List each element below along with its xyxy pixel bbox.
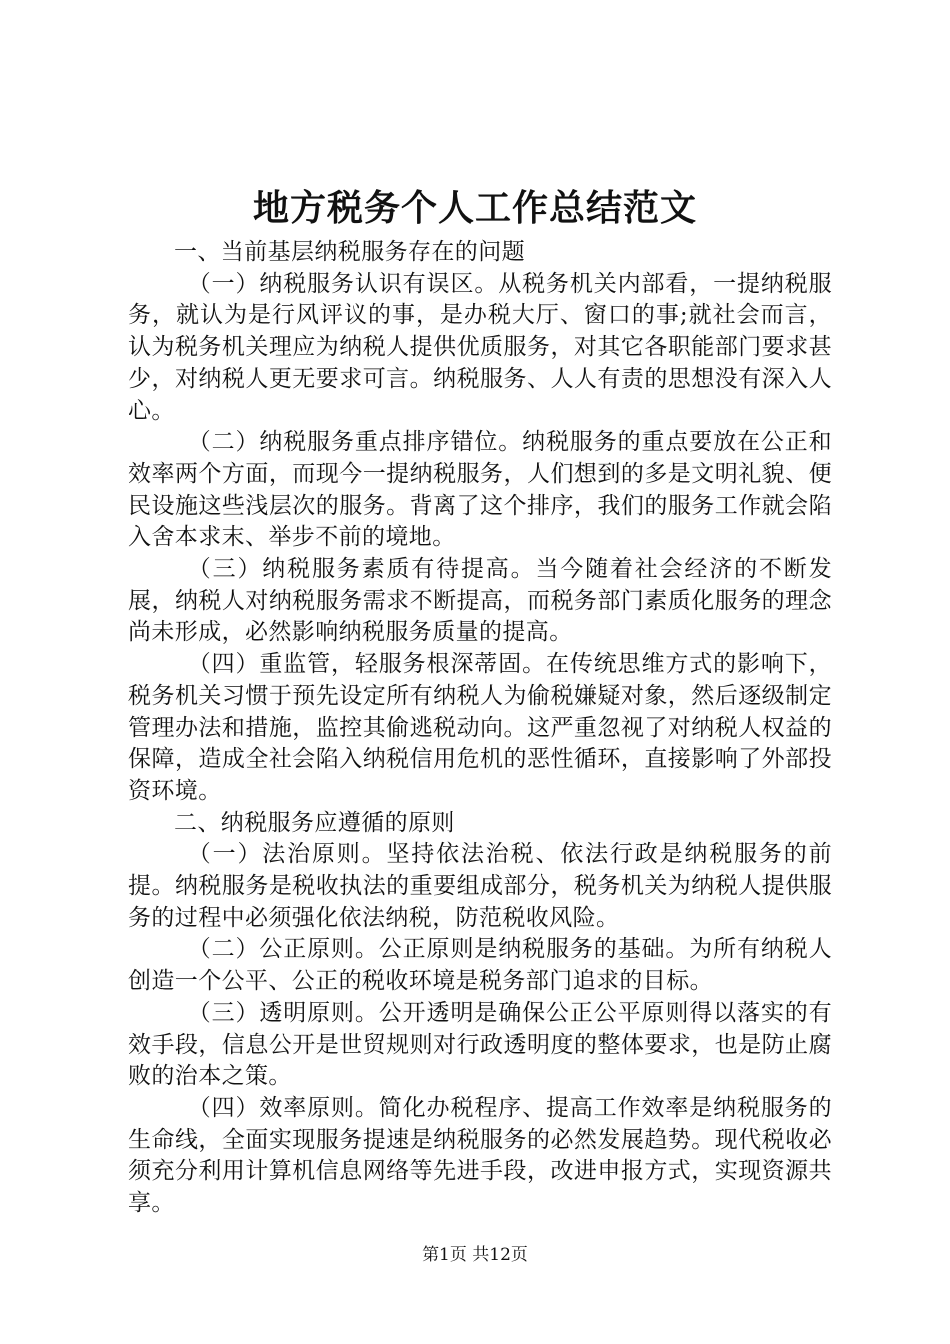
body-paragraph: （一）纳税服务认识有误区。从税务机关内部看，一提纳税服务，就认为是行风评议的事，是办税大厅、窗口的事;就社会而言，认为税务机关理应为纳税人提供优质服务，对其它各职能部门要求甚少，对纳税人更无要求可言。纳税服务、人人有责的思想没有深入人心。 (128, 270, 832, 424)
body-paragraph: （二）纳税服务重点排序错位。纳税服务的重点要放在公正和效率两个方面，而现今一提纳税服务，人们想到的多是文明礼貌、便民设施这些浅层次的服务。背离了这个排序，我们的服务工作就会陷入舍本求末、举步不前的境地。 (128, 429, 832, 551)
document-body (128, 237, 832, 1220)
body-paragraph: （三）纳税服务素质有待提高。当今随着社会经济的不断发展，纳税人对纳税服务需求不断提高，而税务部门素质化服务的理念尚未形成，必然影响纳税服务质量的提高。 (128, 556, 832, 646)
body-paragraph: （四）重监管，轻服务根深蒂固。在传统思维方式的影响下，税务机关习惯于预先设定所有纳税人为偷税嫌疑对象，然后逐级制定管理办法和措施，监控其偷逃税动向。这严重忽视了对纳税人权益的保障，造成全社会陷入纳税信用危机的恶性循环，直接影响了外部投资环境。 (128, 651, 832, 804)
body-paragraph: （一）法治原则。坚持依法治税、依法行政是纳税服务的前提。纳税服务是税收执法的重要组成部分，税务机关为纳税人提供服务的过程中必须强化依法纳税，防范税收风险。 (128, 841, 832, 931)
body-paragraph: （二）公正原则。公正原则是纳税服务的基础。为所有纳税人创造一个公平、公正的税收环境是税务部门追求的目标。 (128, 936, 832, 995)
body-paragraph: （四）效率原则。简化办税程序、提高工作效率是纳税服务的生命线，全面实现服务提速是纳税服务的必然发展趋势。现代税收必须充分利用计算机信息网络等先进手段，改进申报方式，实现资源共享。 (128, 1094, 832, 1217)
page-footer: 第1页 共12页 (422, 1245, 528, 1265)
section-heading: 二、纳税服务应遵循的原则 (174, 809, 455, 836)
body-paragraph: （三）透明原则。公开透明是确保公正公平原则得以落实的有效手段，信息公开是世贸规则对行政透明度的整体要求，也是防止腐败的治本之策。 (128, 999, 832, 1090)
section-heading: 一、当前基层纳税服务存在的问题 (174, 239, 525, 265)
document-title: 地方税务个人工作总结范文 (252, 187, 697, 229)
